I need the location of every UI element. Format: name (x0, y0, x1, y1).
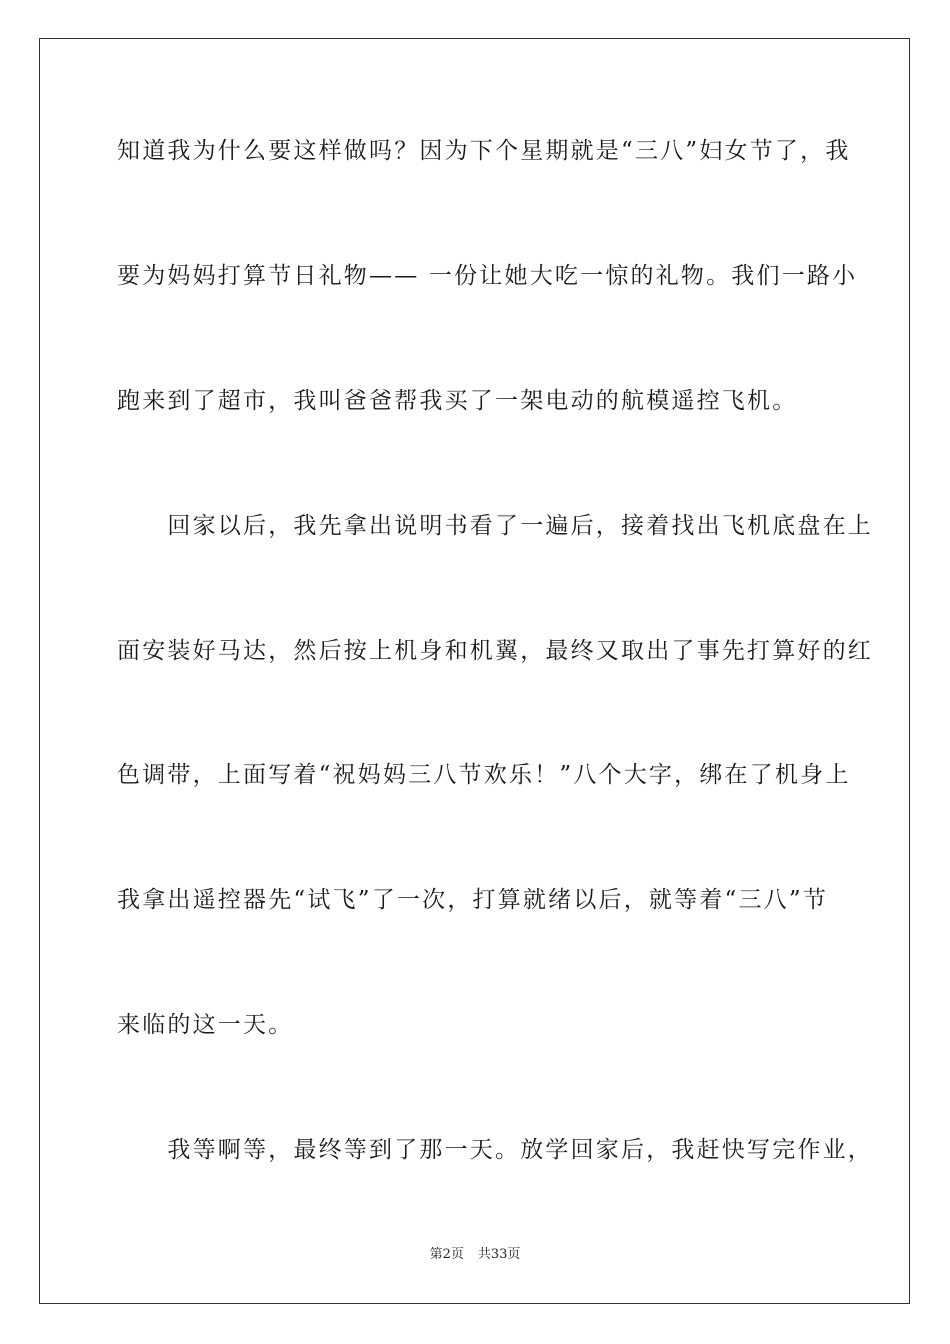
page-total: 共33页 (477, 1247, 521, 1262)
text-line: 色调带，上面写着“祝妈妈三八节欢乐！”八个大字，绑在了机身上 (117, 762, 851, 788)
page-frame (39, 38, 910, 1304)
page-footer (0, 1246, 950, 1264)
page-number: 第2页 (429, 1247, 464, 1262)
text-line: 回家以后，我先拿出说明书看了一遍后，接着找出飞机底盘在上 (117, 513, 873, 539)
text-line: 跑来到了超市，我叫爸爸帮我买了一架电动的航模遥控飞机。 (117, 388, 798, 414)
text-line: 面安装好马达，然后按上机身和机翼，最终又取出了事先打算好的红 (117, 638, 873, 664)
text-line: 我拿出遥控器先“试飞”了一次，打算就绪以后，就等着“三八”节 (117, 887, 829, 913)
text-line: 我等啊等，最终等到了那一天。放学回家后，我赶快写完作业， (117, 1137, 873, 1163)
text-line: 要为妈妈打算节日礼物—— 一份让她大吃一惊的礼物。我们一路小 (117, 263, 858, 289)
text-line: 来临的这一天。 (117, 1012, 294, 1038)
text-line: 知道我为什么要这样做吗？因为下个星期就是“三八”妇女节了，我 (117, 138, 851, 164)
